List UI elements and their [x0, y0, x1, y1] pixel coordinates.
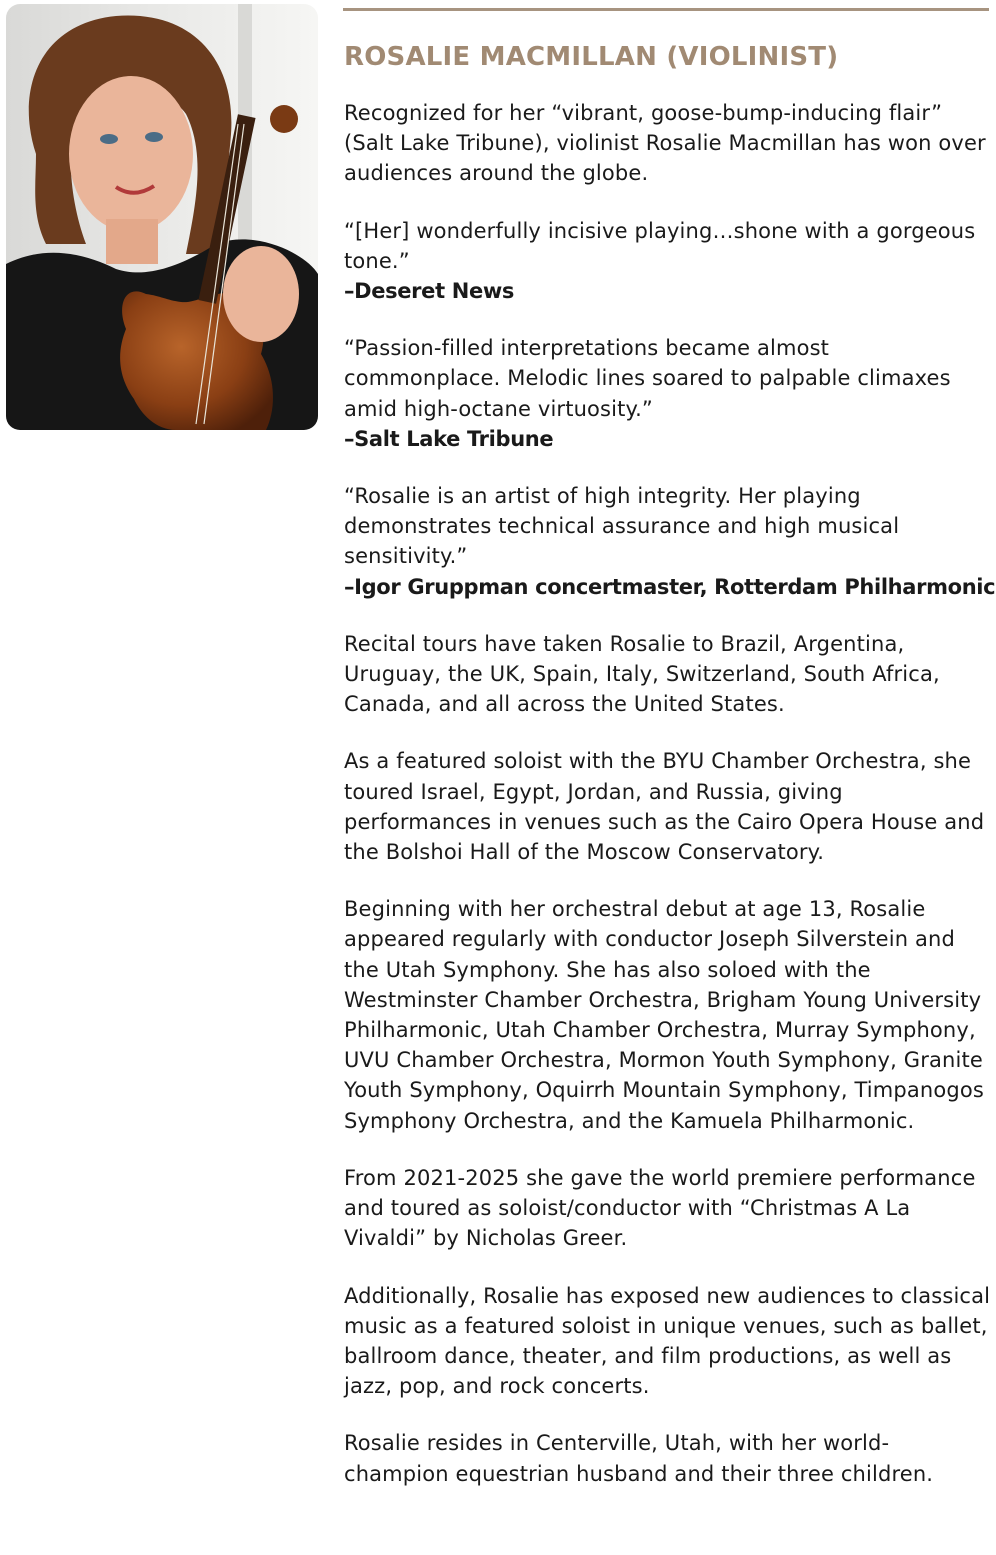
bio-paragraph: Rosalie resides in Centerville, Utah, with her world-champion equestrian husband and their three children. — [344, 1431, 934, 1486]
bio-paragraph: Beginning with her orchestral debut at age 13, Rosalie appeared regularly with conductor Joseph Silverstein and the Utah Symphony. She has also soloed with the Westminster Chamber Orchestra, Brigham Young University Philharmonic, Utah Chamber Orchestra, Murray Symphony, UVU Chamber Orchestra, Mormon Youth Symphony, Granite Youth Symphony, Oquirrh Mountain Symphony, Timpanogos Symphony Orchestra, and the Kamuela Philharmonic. — [344, 897, 984, 1133]
quote-source: –Salt Lake Tribune — [344, 426, 554, 451]
bio-paragraph: As a featured soloist with the BYU Chamber Orchestra, she toured Israel, Egypt, Jordan, and Russia, giving performances in venues such as the Cairo Opera House and the Bolshoi Hall of the Moscow Conservatory. — [344, 749, 985, 865]
violinist-portrait-photo — [6, 4, 318, 430]
quote-text: “[Her] wonderfully incisive playing…shone with a gorgeous tone.” — [344, 218, 976, 273]
bio-content — [344, 40, 996, 1489]
quote-source: –Igor Gruppman concertmaster, Rotterdam Philharmonic — [344, 574, 996, 599]
quote-block — [344, 481, 996, 602]
quote-text: “Passion-filled interpretations became almost commonplace. Melodic lines soared to palpable climaxes amid high-octane virtuosity.” — [344, 336, 951, 421]
quote-block — [344, 216, 992, 307]
bio-paragraph: Recital tours have taken Rosalie to Brazil, Argentina, Uruguay, the UK, Spain, Italy, Switzerland, South Africa, Canada, and all across the United States. — [344, 631, 940, 717]
bio-paragraph: From 2021-2025 she gave the world premiere performance and toured as soloist/conductor with “Christmas A La Vivaldi” by Nicholas Greer. — [344, 1165, 976, 1251]
quote-text: “Rosalie is an artist of high integrity. Her playing demonstrates technical assurance and high musical sensitivity.” — [344, 484, 900, 569]
quote-block — [344, 333, 992, 454]
bio-paragraph: Additionally, Rosalie has exposed new audiences to classical music as a featured soloist in unique venues, such as ballet, ballroom dance, theater, and film productions, as well as jazz, pop, and rock concerts. — [344, 1283, 991, 1399]
header-rule — [343, 8, 989, 11]
intro-paragraph: Recognized for her “vibrant, goose-bump-inducing flair” (Salt Lake Tribune), violinist Rosalie Macmillan has won over audiences around the globe. — [344, 101, 986, 186]
page-title: ROSALIE MACMILLAN (VIOLINIST) — [344, 42, 839, 72]
quote-source: –Deseret News — [344, 279, 515, 304]
